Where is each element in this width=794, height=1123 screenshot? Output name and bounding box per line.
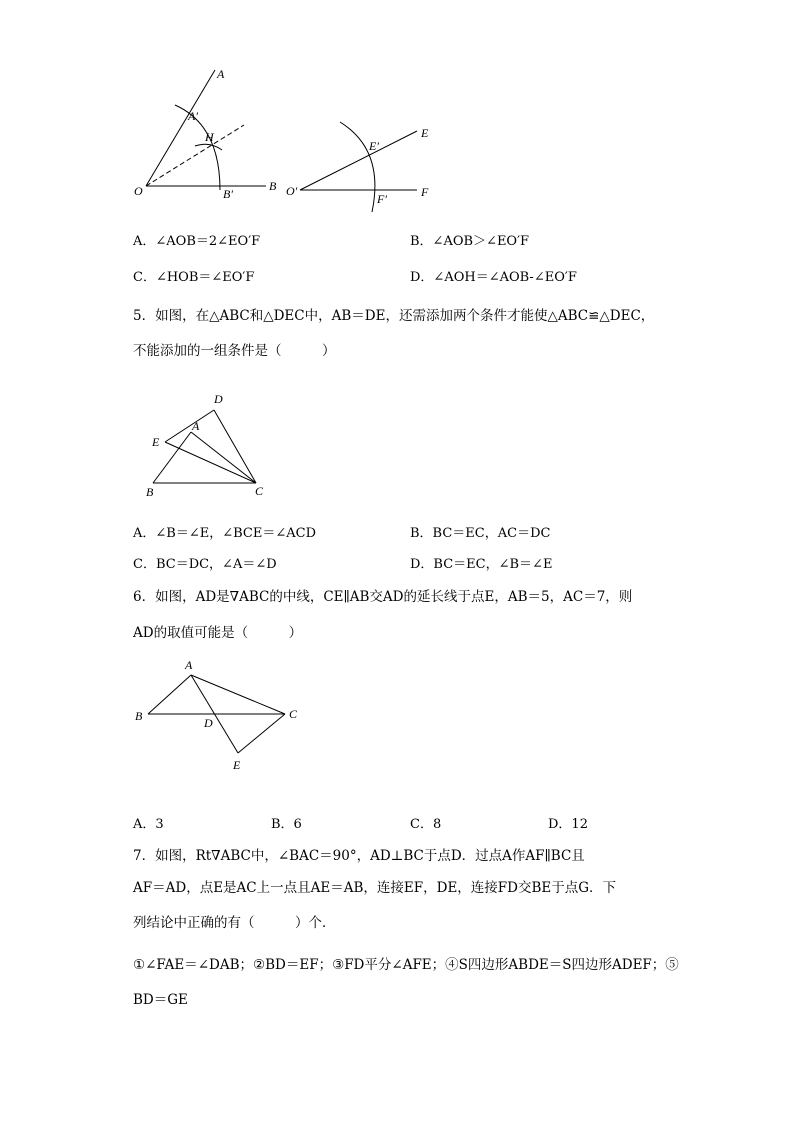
q4-option-a: A．∠AOB＝2∠EO′F: [133, 234, 261, 249]
label-A-prime: A′: [188, 109, 198, 123]
q5-option-a: A．∠B＝∠E，∠BCE＝∠ACD: [133, 526, 316, 541]
q6-stem-line1: 6．如图，AD是∇ABC的中线，CE∥AB交AD的延长线于点E，AB＝5，AC＝7，则: [133, 589, 633, 605]
label-H: H: [205, 130, 214, 144]
q4-option-b: B．∠AOB＞∠EO′F: [410, 234, 530, 249]
label-C: C: [289, 707, 298, 721]
q6-option-a: A．3: [133, 817, 164, 832]
q6-stem-line2: AD的取值可能是（ ）: [133, 625, 303, 641]
label-E: E: [152, 435, 160, 449]
q5-option-c: C．BC＝DC，∠A＝∠D: [133, 557, 277, 572]
q7-stem-line1: 7．如图，Rt∇ABC中，∠BAC＝90°，AD⊥BC于点D．过点A作AF∥BC且: [133, 848, 585, 864]
seg-CE: [238, 714, 285, 753]
q5-option-d: D．BC＝EC，∠B＝∠E: [410, 557, 553, 572]
q6-option-d: D．12: [548, 817, 588, 832]
label-D: D: [204, 716, 213, 730]
label-B: B: [135, 709, 143, 723]
q4-option-c: C．∠HOB＝∠EO′F: [133, 270, 255, 285]
q5-option-b: B．BC＝EC，AC＝DC: [410, 526, 551, 541]
label-D: D: [214, 392, 223, 406]
label-E: E: [421, 126, 429, 140]
label-A: A: [185, 658, 193, 672]
q7-stem-line2: AF＝AD，点E是AC上一点且AE＝AB，连接EF，DE，连接FD交BE于点G．下: [133, 880, 617, 896]
label-B-prime: B′: [223, 187, 233, 201]
q7-statements-line2: BD＝GE: [133, 992, 188, 1008]
q7-statements-line1: ①∠FAE＝∠DAB；②BD＝EF；③FD平分∠AFE；④S四边形ABDE＝S四边形ADEF；⑤: [133, 957, 679, 973]
label-A: A: [217, 67, 225, 81]
q7-stem-line3: 列结论中正确的有（ ）个．: [133, 915, 336, 931]
q6-option-c: C．8: [410, 817, 442, 832]
label-A: A: [192, 419, 200, 433]
label-E: E: [233, 758, 241, 772]
q4-option-d: D．∠AOH＝∠AOB-∠EO′F: [410, 270, 577, 285]
label-E-prime: E′: [369, 139, 379, 153]
label-F-prime: F′: [377, 192, 387, 206]
label-O-prime: O′: [286, 184, 298, 198]
label-O: O: [134, 184, 143, 198]
label-B: B: [269, 179, 277, 193]
q5-stem-line1: 5．如图，在△ABC和△DEC中，AB＝DE，还需添加两个条件才能使△ABC≌△DEC，: [133, 308, 655, 324]
q5-stem-line2: 不能添加的一组条件是（ ）: [133, 343, 336, 359]
label-F: F: [421, 185, 429, 199]
seg-BA: [148, 675, 191, 714]
label-B: B: [146, 485, 154, 499]
seg-AC: [191, 675, 285, 714]
label-C: C: [255, 484, 264, 498]
q6-option-b: B．6: [271, 817, 302, 832]
